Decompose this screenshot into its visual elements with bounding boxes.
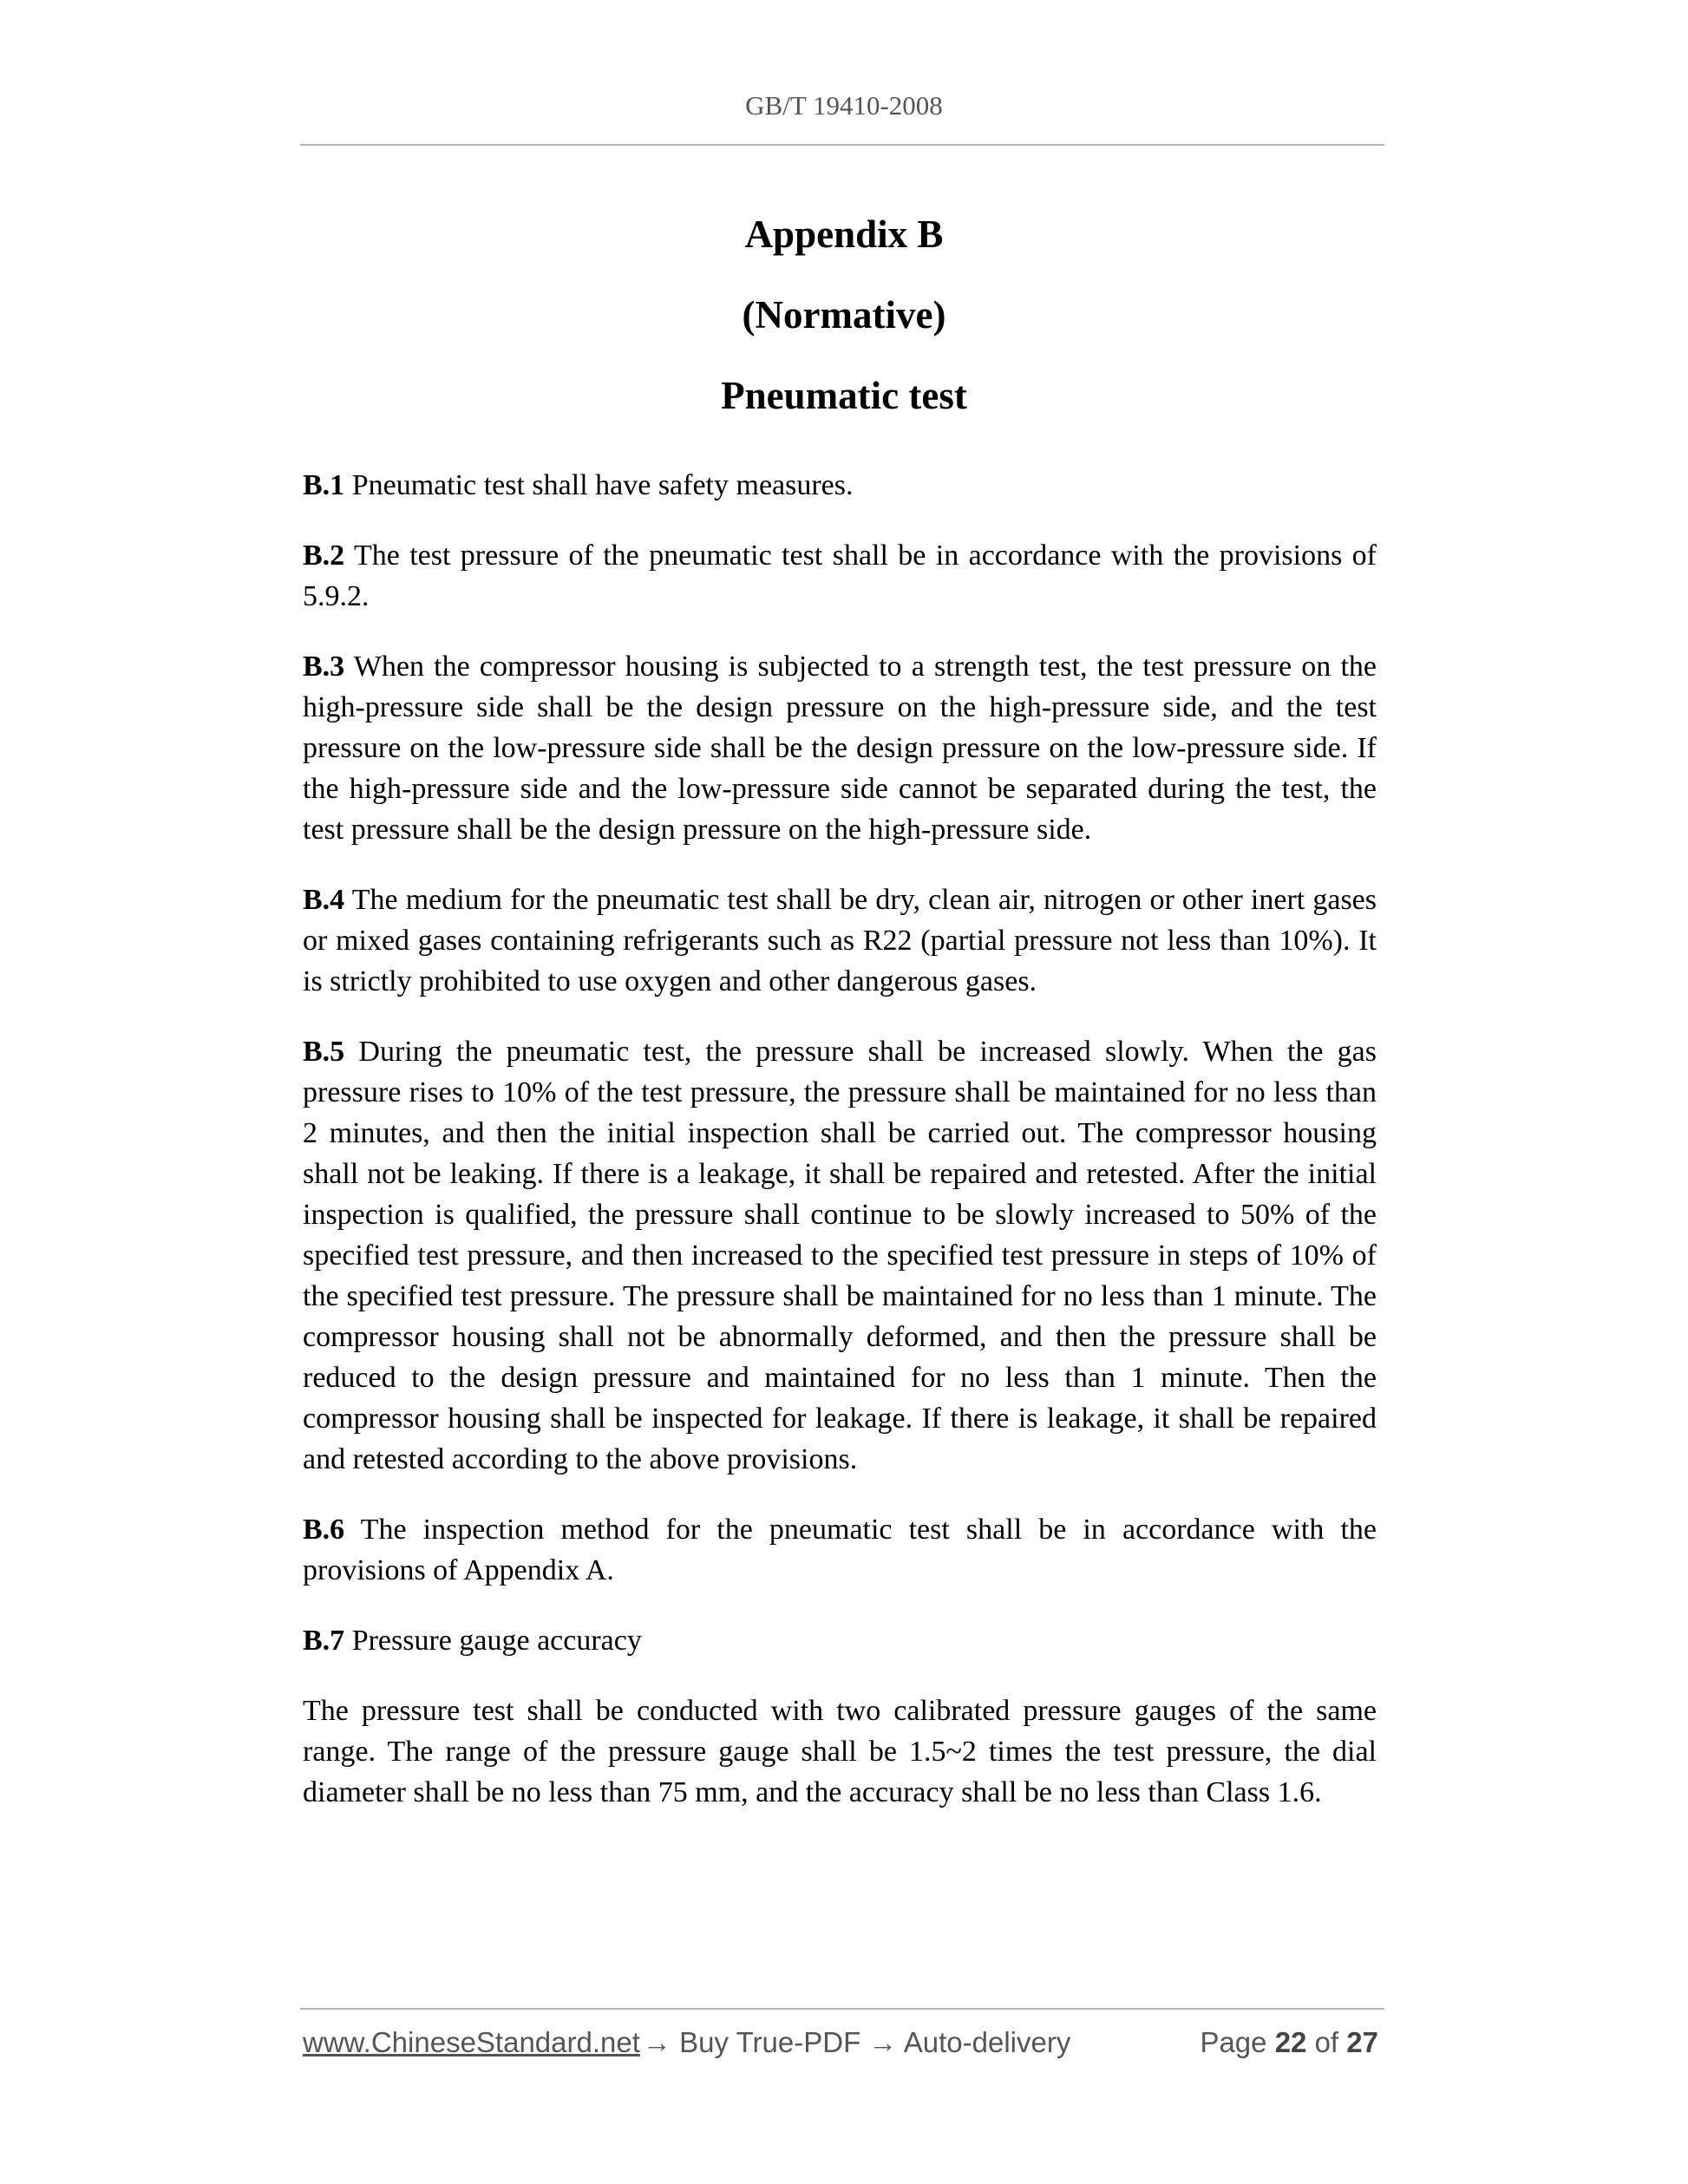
clause-b1 (303, 465, 1377, 506)
clause-number: B.7 (303, 1625, 345, 1657)
page-footer (303, 2021, 1378, 2064)
clause-b2 (303, 535, 1377, 617)
clause-number: B.3 (303, 651, 345, 683)
clause-text: During the pneumatic test, the pressure shall be increased slowly. When the gas pressure rises to 10% of the test pressure, the pressure shall be maintained for no less than 2 minutes, and then the initial inspection shall be carried out. The compressor housing shall not be leaking. If there is a leakage, it shall be repaired and retested. After the initial inspection is qualified, the pressure shall continue to be slowly increased to 50% of the specified test pressure, and then increased to the specified test pressure in steps of 10% of the specified test pressure. The pressure shall be maintained for no less than 1 minute. The compressor housing shall not be abnormally deformed, and then the pressure shall be reduced to the design pressure and maintained for no less than 1 minute. Then the compressor housing shall be inspected for leakage. If there is leakage, it shall be repaired and retested according to the above provisions. (303, 1036, 1377, 1475)
clause-text: Pneumatic test shall have safety measures. (351, 469, 854, 501)
appendix-subject: Pneumatic test (721, 374, 967, 417)
header-rule (300, 144, 1384, 146)
website-link[interactable]: www.ChineseStandard.net (303, 2026, 640, 2058)
clause-b4 (303, 879, 1377, 1002)
clause-number: B.5 (303, 1036, 345, 1068)
page-indicator (1200, 2021, 1378, 2064)
footer-rule (300, 2008, 1384, 2010)
of-label: of (1314, 2026, 1339, 2058)
page-number: 22 (1274, 2026, 1307, 2058)
clause-number: B.6 (303, 1514, 345, 1546)
clause-number: B.2 (303, 539, 345, 572)
page-total: 27 (1346, 2026, 1378, 2058)
closing-paragraph: The pressure test shall be conducted with two calibrated pressure gauges of the same range. The range of the pressure gauge shall be 1.5~2 times the test pressure, the dial diameter shall be no less than 75 mm, and the accuracy shall be no less than Class 1.6. (303, 1695, 1377, 1808)
page-label: Page (1200, 2026, 1267, 2058)
clause-number: B.1 (303, 469, 345, 501)
clause-text: The test pressure of the pneumatic test shall be in accordance with the provisions of 5.9.2. (303, 539, 1377, 612)
clause-text: The medium for the pneumatic test shall be dry, clean air, nitrogen or other inert gases or mixed gases containing refrigerants such as R22 (partial pressure not less than 10%). It is strictly prohibited to use oxygen and other dangerous gases. (303, 884, 1377, 997)
clause-text: The inspection method for the pneumatic test shall be in accordance with the provisions of Appendix A. (303, 1514, 1377, 1586)
footer-trail-text: → Buy True-PDF → Auto-delivery (643, 2026, 1071, 2058)
running-header: GB/T 19410-2008 (745, 90, 943, 121)
clause-text: When the compressor housing is subjected to a strength test, the test pressure on the high-pressure side shall be the design pressure on the high-pressure side, and the test pressure on the low-pressure side shall be the design pressure on the low-pressure side. If the high-pressure side and the low-pressure side cannot be separated during the test, the test pressure shall be the design pressure on the high-pressure side. (303, 651, 1377, 846)
clause-b7 (303, 1620, 1377, 1661)
appendix-title: Appendix B (744, 213, 944, 256)
clause-b5 (303, 1031, 1377, 1480)
appendix-status: (Normative) (742, 293, 946, 337)
document-body (303, 465, 1377, 1842)
clause-b6 (303, 1509, 1377, 1591)
clause-text: Pressure gauge accuracy (351, 1625, 642, 1657)
clause-number: B.4 (303, 884, 345, 916)
clause-b3 (303, 646, 1377, 850)
